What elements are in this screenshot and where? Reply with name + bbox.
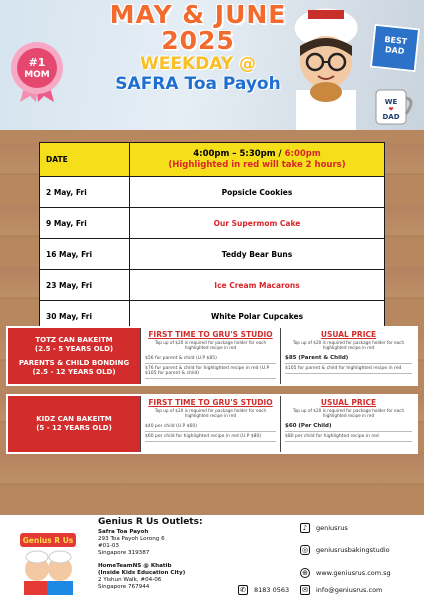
- table-row: [40, 177, 385, 208]
- footer: [0, 515, 424, 600]
- tiktok-link[interactable]: [300, 523, 348, 533]
- usual-price-title: USUAL PRICE: [320, 398, 377, 407]
- usual-price-column: [280, 328, 416, 384]
- outlets-title: Genius R Us Outlets:: [98, 517, 203, 527]
- program-age: (5 - 12 YEARS OLD): [36, 424, 112, 432]
- phone-icon: ✆: [238, 585, 248, 595]
- price-line: $105 for parent & child for highlighted recipe in red: [285, 364, 412, 374]
- row-date: 23 May, Fri: [40, 270, 130, 301]
- date-header: DATE: [40, 143, 130, 177]
- logo-text: Genius R Us: [22, 536, 74, 545]
- price-line: $76 for parent & child for highlighted recipe in red (U.P $105 for parent & child): [145, 364, 276, 379]
- price-line: $80 per child for highlighted recipe in red: [285, 432, 412, 442]
- phone-number: 8183 0563: [254, 586, 290, 594]
- time-header: [130, 143, 385, 177]
- usual-price-title: USUAL PRICE: [320, 330, 377, 339]
- email-address: info@geniusrus.com: [316, 586, 383, 594]
- badge-text-2: MOM: [24, 70, 50, 80]
- price-line: $40 per child (U.P $60): [145, 422, 276, 432]
- row-recipe: Ice Cream Macarons: [130, 270, 385, 301]
- time-extended: 6:00pm: [284, 148, 321, 159]
- globe-icon: ⊕: [300, 568, 310, 578]
- schedule-header-row: [40, 143, 385, 177]
- first-time-note: Top up of $20 is required for package holder for each highlighted recipe in red: [154, 408, 267, 418]
- row-recipe: Popsicle Cookies: [130, 177, 385, 208]
- usual-price-column: [280, 396, 416, 452]
- header-banner: [0, 0, 424, 130]
- outlet-name: HomeTeamNS @ Khatib: [98, 563, 172, 569]
- genius-r-us-logo: [18, 531, 78, 597]
- program-age: (2.5 - 5 YEARS OLD): [34, 344, 114, 353]
- program-name: TOTZ CAN BAKEITM: [35, 335, 113, 344]
- table-row: [40, 239, 385, 270]
- we-love-dad-mug-icon: [374, 86, 416, 126]
- row-date: 30 May, Fri: [40, 301, 130, 332]
- instagram-handle: geniusrusbakingstudio: [316, 546, 390, 554]
- first-time-price-column: [140, 396, 280, 452]
- outlet-line: 2 Yishun Walk, #04-06: [98, 577, 162, 583]
- price-line: $60 per child for highlighted recipe in red (U.P $80): [145, 432, 276, 442]
- program-label: [8, 396, 140, 452]
- outlet-line: #01-03: [98, 543, 119, 549]
- row-date: 16 May, Fri: [40, 239, 130, 270]
- highlight-note: (Highlighted in red will take 2 hours): [168, 159, 346, 170]
- time-range: 4:00pm – 5:30pm /: [193, 148, 285, 159]
- mug-heart: ❤: [388, 106, 394, 113]
- mug-dad: DAD: [382, 113, 400, 121]
- email-link[interactable]: [300, 585, 382, 595]
- instagram-icon: ◎: [301, 546, 309, 554]
- tiktok-icon: ♪: [300, 523, 310, 533]
- website-url: www.geniusrus.com.sg: [316, 569, 391, 577]
- banner-title: MAY & JUNE: [109, 0, 287, 29]
- first-time-note: Top up of $20 is required for package holder for each highlighted recipe in red: [154, 340, 267, 350]
- usual-price-note: Top up of $20 is required for package holder for each highlighted recipe in red: [292, 340, 405, 350]
- program-name: KIDZ CAN BAKEITM: [36, 415, 112, 423]
- price-line: $56 for parent & child (U.P $85): [145, 354, 276, 364]
- first-time-title: FIRST TIME TO GRU'S STUDIO: [148, 398, 273, 407]
- tiktok-handle: geniusrus: [316, 524, 348, 532]
- program-age-2: (2.5 - 12 YEARS OLD): [32, 367, 116, 376]
- pricing-block-totz: [6, 326, 418, 386]
- banner-weekday: WEEKDAY @: [139, 54, 257, 74]
- row-recipe: Teddy Bear Buns: [130, 239, 385, 270]
- banner-location: SAFRA Toa Payoh: [115, 74, 281, 94]
- outlet-line: 293 Toa Payoh Lorong 6: [98, 536, 165, 542]
- envelope-icon: ✉: [300, 585, 310, 595]
- outlet-line: Singapore 319387: [98, 550, 150, 556]
- mom-rosette-icon: [6, 40, 68, 102]
- program-label: [8, 328, 140, 384]
- outlet-line: Singapore 767944: [98, 584, 150, 590]
- best-dad-card: [370, 24, 420, 73]
- usual-price-note: Top up of $20 is required for package holder for each highlighted recipe in red: [292, 408, 405, 418]
- price-line: $60 (Per Child): [285, 422, 412, 432]
- row-date: 9 May, Fri: [40, 208, 130, 239]
- program-name-2: PARENTS & CHILD BONDING: [18, 358, 130, 367]
- first-time-title: FIRST TIME TO GRU'S STUDIO: [148, 330, 273, 339]
- mug-we: WE: [384, 98, 398, 106]
- outlet-name: Safra Toa Payoh: [98, 529, 149, 535]
- row-recipe: White Polar Cupcakes: [130, 301, 385, 332]
- first-time-price-column: [140, 328, 280, 384]
- row-date: 2 May, Fri: [40, 177, 130, 208]
- badge-text-1: #1: [28, 56, 46, 69]
- outlet-safra: [98, 529, 198, 591]
- phone-link[interactable]: [238, 585, 289, 595]
- table-row: [40, 270, 385, 301]
- child-chef-illustration: [270, 6, 380, 130]
- price-line: $85 (Parent & Child): [285, 354, 412, 364]
- website-link[interactable]: [300, 568, 391, 578]
- banner-year: 2025: [161, 26, 235, 55]
- table-row: [40, 208, 385, 239]
- pricing-block-kidz: [6, 394, 418, 454]
- row-recipe: Our Supermom Cake: [130, 208, 385, 239]
- dad-card-text: BEST DAD: [383, 34, 408, 56]
- schedule-table: [39, 142, 385, 332]
- instagram-link[interactable]: [300, 545, 390, 555]
- outlet-line: (Inside Kids Education City): [98, 570, 186, 576]
